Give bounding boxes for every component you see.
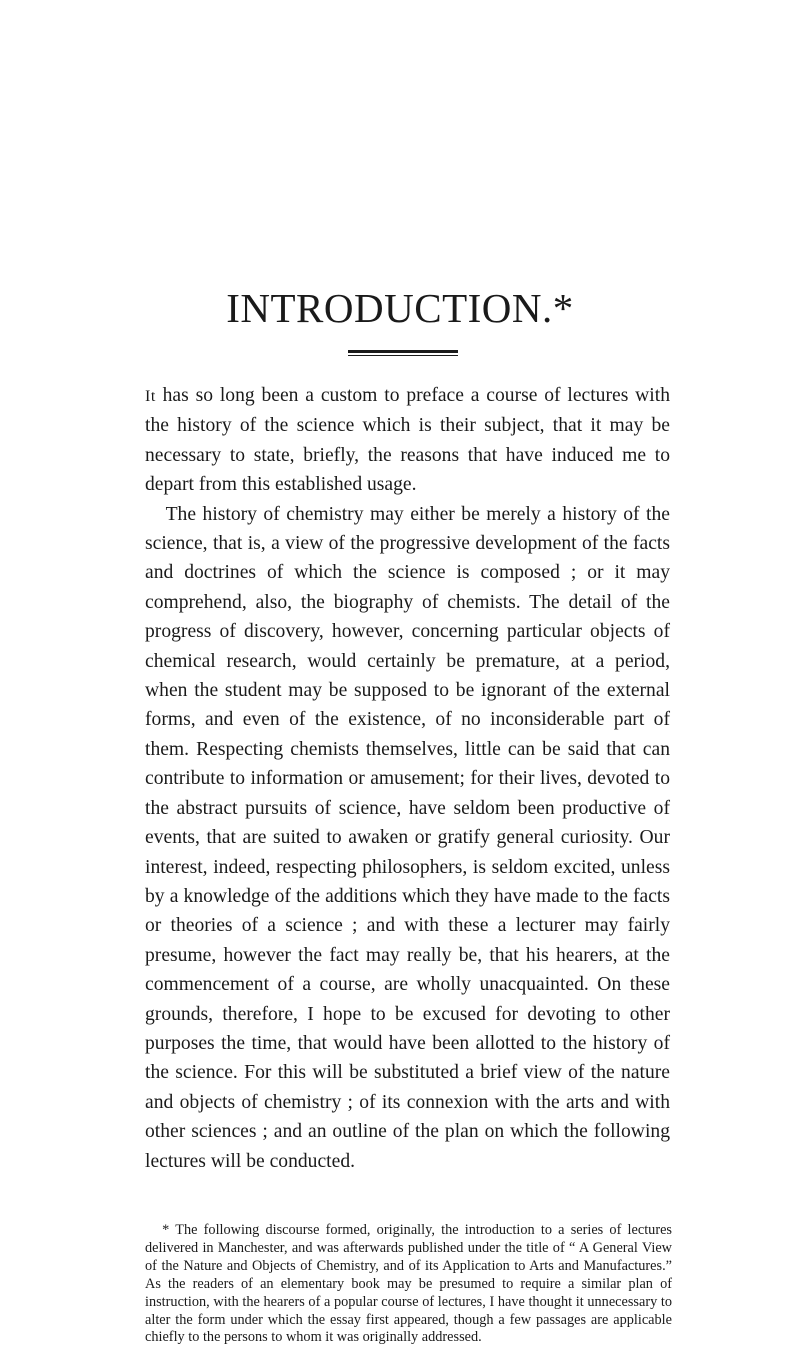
title-rule-thin bbox=[348, 355, 458, 356]
paragraph-1-text: has so long been a custom to preface a course of lectures with the history of the science which is their subject, that it may be necessary to state, briefly, the reasons that have induced me to depart from this established usage. bbox=[145, 385, 670, 496]
paragraph-1 bbox=[145, 381, 670, 500]
title-rule-thick bbox=[348, 350, 458, 353]
footnote: * The following discourse formed, originally, the introduction to a series of lectures delivered in Manchester, and was afterwards published under the title of “ A General View of the Nature and Objects of Chemistry, and of its Application to Arts and Manufactures.” As the readers of an elementary book may be presumed to require a similar plan of instruction, with the hearers of a popular course of lectures, I have thought it unnecessary to alter the form under which the essay first appeared, though a few passages are applicable chiefly to the persons to whom it was originally addressed. bbox=[145, 1222, 672, 1346]
paragraph-2: The history of chemistry may either be merely a history of the science, that is, a view of the progressive development of the facts and doctrines of which the science is composed ; or it may comprehend, also, the biography of chemists. The detail of the progress of discovery, however, concerning particular objects of chemical research, would certainly be premature, at a period, when the student may be supposed to be ignorant of the external forms, and even of the existence, of no inconsiderable part of them. Respecting chemists themselves, little can be said that can contribute to information or amusement; for their lives, devoted to the abstract pursuits of science, have seldom been productive of events, that are suited to awaken or gratify general curiosity. Our interest, indeed, respecting philosophers, is seldom excited, unless by a knowledge of the additions which they have made to the facts or theories of a science ; and with these a lecturer may fairly presume, however the fact may really be, that his hearers, at the commencement of a course, are wholly unacquainted. On these grounds, therefore, I hope to be excused for devoting to other purposes the time, that would have been allotted to the history of the science. For this will be substituted a brief view of the nature and objects of chemistry ; of its connexion with the arts and with other sciences ; and an outline of the plan on which the following lectures will be conducted. bbox=[145, 503, 670, 1172]
chapter-title: INTRODUCTION.* bbox=[226, 285, 574, 331]
paragraph-1-lead: It bbox=[145, 388, 156, 405]
body-text bbox=[145, 381, 670, 1176]
